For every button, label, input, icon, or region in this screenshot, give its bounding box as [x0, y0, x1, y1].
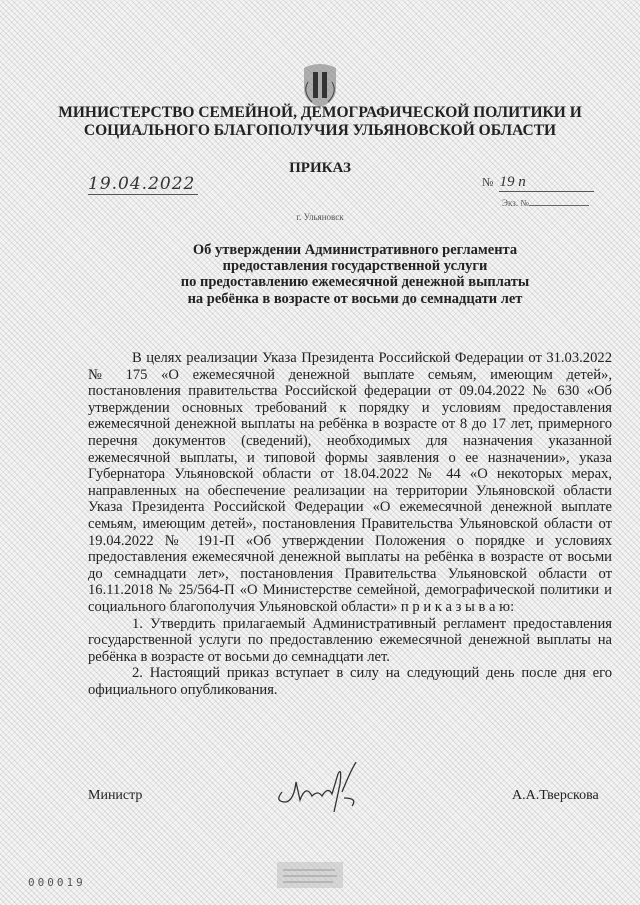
order-number	[482, 174, 600, 192]
signatory-name: А.А.Тверскова	[512, 788, 599, 803]
coat-of-arms-icon	[298, 62, 342, 108]
copy-number	[502, 198, 600, 208]
title-line: на ребёнка в возрасте от восьми до семнадцати лет	[187, 290, 523, 307]
registration-stamp	[275, 860, 345, 890]
order-item-2: 2. Настоящий приказ вступает в силу на следующий день после дня его официального опубликования.	[88, 665, 612, 698]
organization-name	[40, 104, 600, 140]
number-label: №	[482, 175, 494, 189]
organization-line: МИНИСТЕРСТВО СЕМЕЙНОЙ, ДЕМОГРАФИЧЕСКОЙ ПОЛИТИКИ И	[58, 104, 582, 121]
title-line: по предоставлению ежемесячной денежной выплаты	[180, 274, 530, 291]
document-body	[88, 350, 612, 698]
signatory-role: Министр	[88, 788, 143, 803]
number-value: 19 п	[499, 174, 594, 192]
document-type: ПРИКАЗ	[289, 160, 351, 176]
city: г. Ульяновск	[296, 212, 344, 222]
title-line: предоставления государственной услуги	[222, 258, 488, 275]
document-title	[120, 242, 590, 307]
order-date: 19.04.2022	[88, 174, 198, 195]
organization-line: СОЦИАЛЬНОГО БЛАГОПОЛУЧИЯ УЛЬЯНОВСКОЙ ОБЛАСТИ	[83, 122, 557, 139]
serial-number: 000019	[28, 876, 86, 889]
title-line: Об утверждении Административного регламента	[192, 242, 518, 258]
copy-blank	[529, 205, 589, 206]
order-item-1: 1. Утвердить прилагаемый Административный регламент предоставления государственной услуги по предоставлению ежемесячной денежной выплаты на ребёнка в возрасте от восьми до семнадцати лет.	[88, 615, 612, 665]
preamble-paragraph: В целях реализации Указа Президента Российской Федерации от 31.03.2022 № 175 «О ежемесячной денежной выплате семьям, имеющим детей», постановления правительства Российской федерации от 09.04.2022 № 630 «Об утверждении основных требований к порядку и условиям предоставления ежемесячной денежной выплаты на ребёнка в возрасте от 8 до 17 лет, примерного перечня документов (сведений), необходимых для назначения указанной ежемесячной выплаты, и типовой формы заявления о ее назначении», указа Губернатора Ульяновской области от 18.04.2022 № 44 «О некоторых мерах, направленных на обеспечение реализации на территории Ульяновской области Указа Президента Российской Федерации «О ежемесячной денежной выплате семьям, имеющим детей», постановления Правительства Ульяновской области от 19.04.2022 № 191-П «Об утверждении Положения о порядке и условиях предоставления ежемесячной денежной выплаты на ребёнка в возрасте от восьми до семнадцати лет», постановления Правительства Ульяновской области от 16.11.2018 № 25/564-П «О Министерстве семейной, демографической политики и социального благополучия Ульяновской области» п р и к а з ы в а ю:	[88, 350, 612, 615]
handwritten-signature	[272, 762, 372, 822]
copy-label: Экз. №	[502, 198, 529, 208]
